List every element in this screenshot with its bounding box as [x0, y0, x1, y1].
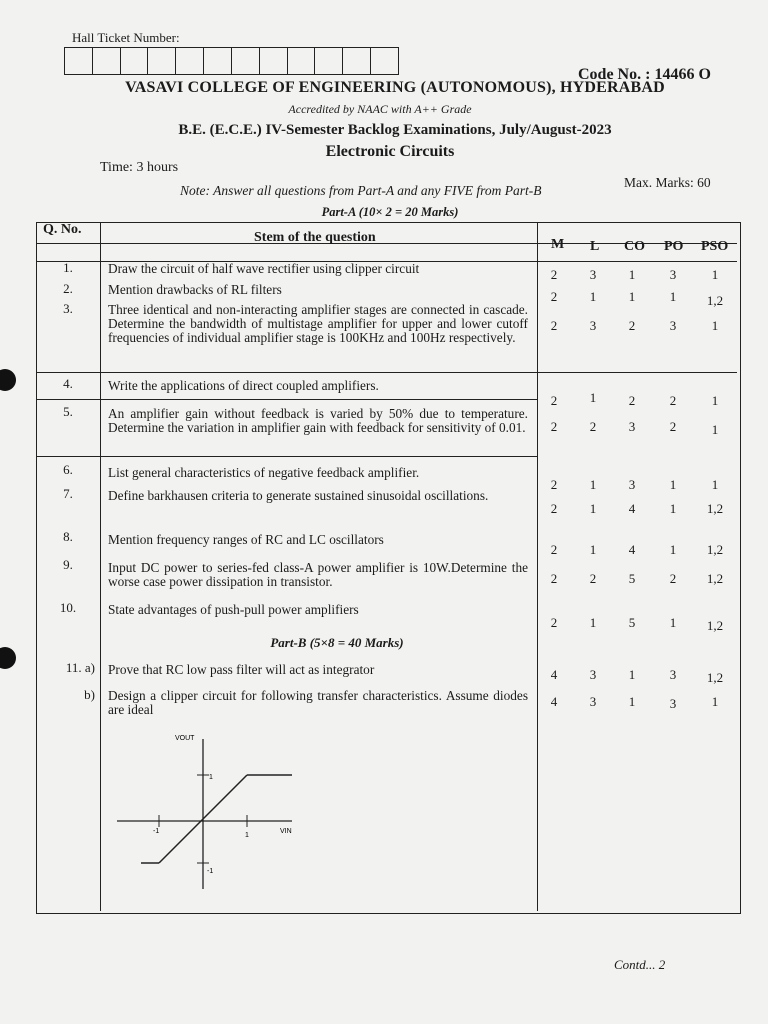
marks-co: 1: [628, 694, 636, 709]
marks-m: 2: [550, 289, 558, 304]
question-text: Prove that RC low pass filter will act as integrator: [108, 662, 375, 677]
marks-l: 3: [589, 694, 597, 709]
marks-co: 2: [628, 393, 636, 408]
question-text: Mention drawbacks of RL filters: [108, 282, 282, 297]
question-number: 10.: [59, 600, 77, 615]
header-po: PO: [664, 239, 684, 254]
marks-pso: 1,2: [706, 293, 724, 308]
marks-pso: 1,2: [706, 542, 724, 557]
subject-title: Electronic Circuits: [325, 143, 455, 160]
question-number: 2.: [63, 281, 73, 296]
marks-m: 4: [550, 667, 558, 682]
marks-pso: 1: [711, 318, 719, 333]
marks-po: 3: [669, 696, 677, 711]
marks-l: 3: [589, 667, 597, 682]
tick-label-x-pos: 1: [245, 832, 249, 839]
header-pso: PSO: [701, 239, 729, 254]
part-b-heading: Part-B (5×8 = 40 Marks): [270, 635, 404, 650]
part-a-heading: Part-A (10× 2 = 20 Marks): [321, 205, 459, 219]
marks-m: 2: [550, 542, 558, 557]
transfer-characteristic-graph: [97, 723, 337, 893]
marks-po: 3: [669, 318, 677, 333]
question-number: 9.: [63, 557, 73, 572]
question-number: 6.: [63, 462, 73, 477]
marks-po: 1: [669, 289, 677, 304]
marks-l: 3: [589, 267, 597, 282]
marks-po: 1: [669, 501, 677, 516]
question-number: 1.: [63, 260, 73, 275]
question-text: An amplifier gain without feedback is varied by 50% due to temperature. Determine the variation in amplifier gain with feedback for sensitivity of 0.01.: [108, 406, 528, 435]
question-text: Mention frequency ranges of RC and LC oscillators: [108, 532, 384, 547]
question-text: Input DC power to series-fed class-A power amplifier is 10W.Determine the worse case power dissipation in transistor.: [108, 560, 528, 589]
header-qno: Q. No.: [43, 222, 82, 237]
question-number: 8.: [63, 529, 73, 544]
exam-time: Time: 3 hours: [100, 160, 179, 175]
marks-co: 4: [628, 501, 636, 516]
question-text: List general characteristics of negative feedback amplifier.: [108, 465, 420, 480]
marks-co: 4: [628, 542, 636, 557]
marks-m: 2: [550, 477, 558, 492]
question-number: b): [84, 687, 95, 702]
marks-co: 3: [628, 477, 636, 492]
marks-m: 2: [550, 501, 558, 516]
continued-label: Contd... 2: [614, 957, 666, 972]
punch-hole-bottom: [0, 647, 16, 669]
question-text: Design a clipper circuit for following transfer characteristics. Assume diodes are ideal: [108, 688, 528, 717]
marks-co: 1: [628, 267, 636, 282]
marks-po: 2: [669, 419, 677, 434]
marks-po: 1: [669, 615, 677, 630]
marks-l: 1: [589, 289, 597, 304]
vout-label: VOUT: [175, 735, 195, 742]
marks-po: 3: [669, 667, 677, 682]
marks-l: 1: [589, 542, 597, 557]
questions-table: [36, 222, 741, 914]
marks-pso: 1,2: [706, 571, 724, 586]
hall-ticket-label: Hall Ticket Number:: [72, 30, 180, 45]
tick-label-x-neg: -1: [153, 828, 160, 835]
marks-m: 2: [550, 318, 558, 333]
marks-co: 2: [628, 318, 636, 333]
header-l: L: [590, 239, 600, 254]
marks-pso: 1: [711, 477, 719, 492]
marks-m: 4: [550, 694, 558, 709]
marks-m: 2: [550, 615, 558, 630]
marks-pso: 1,2: [706, 670, 724, 685]
marks-l: 1: [589, 390, 597, 405]
tick-label-y-neg: -1: [207, 868, 214, 875]
header-co: CO: [624, 239, 645, 254]
marks-po: 1: [669, 542, 677, 557]
question-number: 7.: [63, 486, 73, 501]
marks-pso: 1: [711, 267, 719, 282]
code-number: Code No. : 14466 O: [578, 66, 711, 83]
marks-pso: 1: [711, 393, 719, 408]
question-number: 11. a): [65, 660, 95, 675]
marks-co: 3: [628, 419, 636, 434]
marks-m: 2: [550, 571, 558, 586]
marks-m: 2: [550, 267, 558, 282]
marks-co: 5: [628, 615, 636, 630]
question-number: 5.: [63, 404, 73, 419]
marks-l: 1: [589, 477, 597, 492]
marks-pso: 1: [711, 422, 719, 437]
exam-note: Note: Answer all questions from Part-A and any FIVE from Part-B: [180, 183, 542, 198]
question-text: Three identical and non-interacting amplifier stages are connected in cascade. Determine the bandwidth of multistage amplifier for upper and lower cutoff frequencies of individual amplifier stage is 100KHz and 100Hz respectively.: [108, 302, 528, 345]
marks-po: 2: [669, 393, 677, 408]
marks-m: 2: [550, 393, 558, 408]
header-stem: Stem of the question: [254, 230, 376, 245]
max-marks: Max. Marks: 60: [624, 175, 711, 190]
marks-l: 3: [589, 318, 597, 333]
marks-l: 2: [589, 571, 597, 586]
marks-co: 1: [628, 667, 636, 682]
tick-label-y-pos: 1: [209, 774, 213, 781]
hall-ticket-boxes[interactable]: [64, 47, 399, 75]
question-number: 3.: [63, 301, 73, 316]
marks-co: 5: [628, 571, 636, 586]
marks-co: 1: [628, 289, 636, 304]
question-text: State advantages of push-pull power amplifiers: [108, 602, 359, 617]
marks-l: 1: [589, 501, 597, 516]
header-m: M: [551, 237, 565, 252]
marks-pso: 1,2: [706, 618, 724, 633]
vin-label: VIN: [280, 828, 292, 835]
marks-pso: 1: [711, 694, 719, 709]
marks-pso: 1,2: [706, 501, 724, 516]
question-text: Draw the circuit of half wave rectifier using clipper circuit: [108, 261, 420, 276]
question-number: 4.: [63, 376, 73, 391]
marks-l: 1: [589, 615, 597, 630]
punch-hole-top: [0, 369, 16, 391]
marks-po: 1: [669, 477, 677, 492]
exam-title: B.E. (E.C.E.) IV-Semester Backlog Examinations, July/August-2023: [178, 122, 612, 138]
marks-po: 3: [669, 267, 677, 282]
question-text: Define barkhausen criteria to generate sustained sinusoidal oscillations.: [108, 488, 489, 503]
marks-m: 2: [550, 419, 558, 434]
accreditation: Accredited by NAAC with A++ Grade: [288, 102, 472, 116]
marks-l: 2: [589, 419, 597, 434]
college-name: VASAVI COLLEGE OF ENGINEERING (AUTONOMOUS), HYDERABAD: [125, 79, 665, 96]
question-text: Write the applications of direct coupled amplifiers.: [108, 378, 379, 393]
marks-po: 2: [669, 571, 677, 586]
